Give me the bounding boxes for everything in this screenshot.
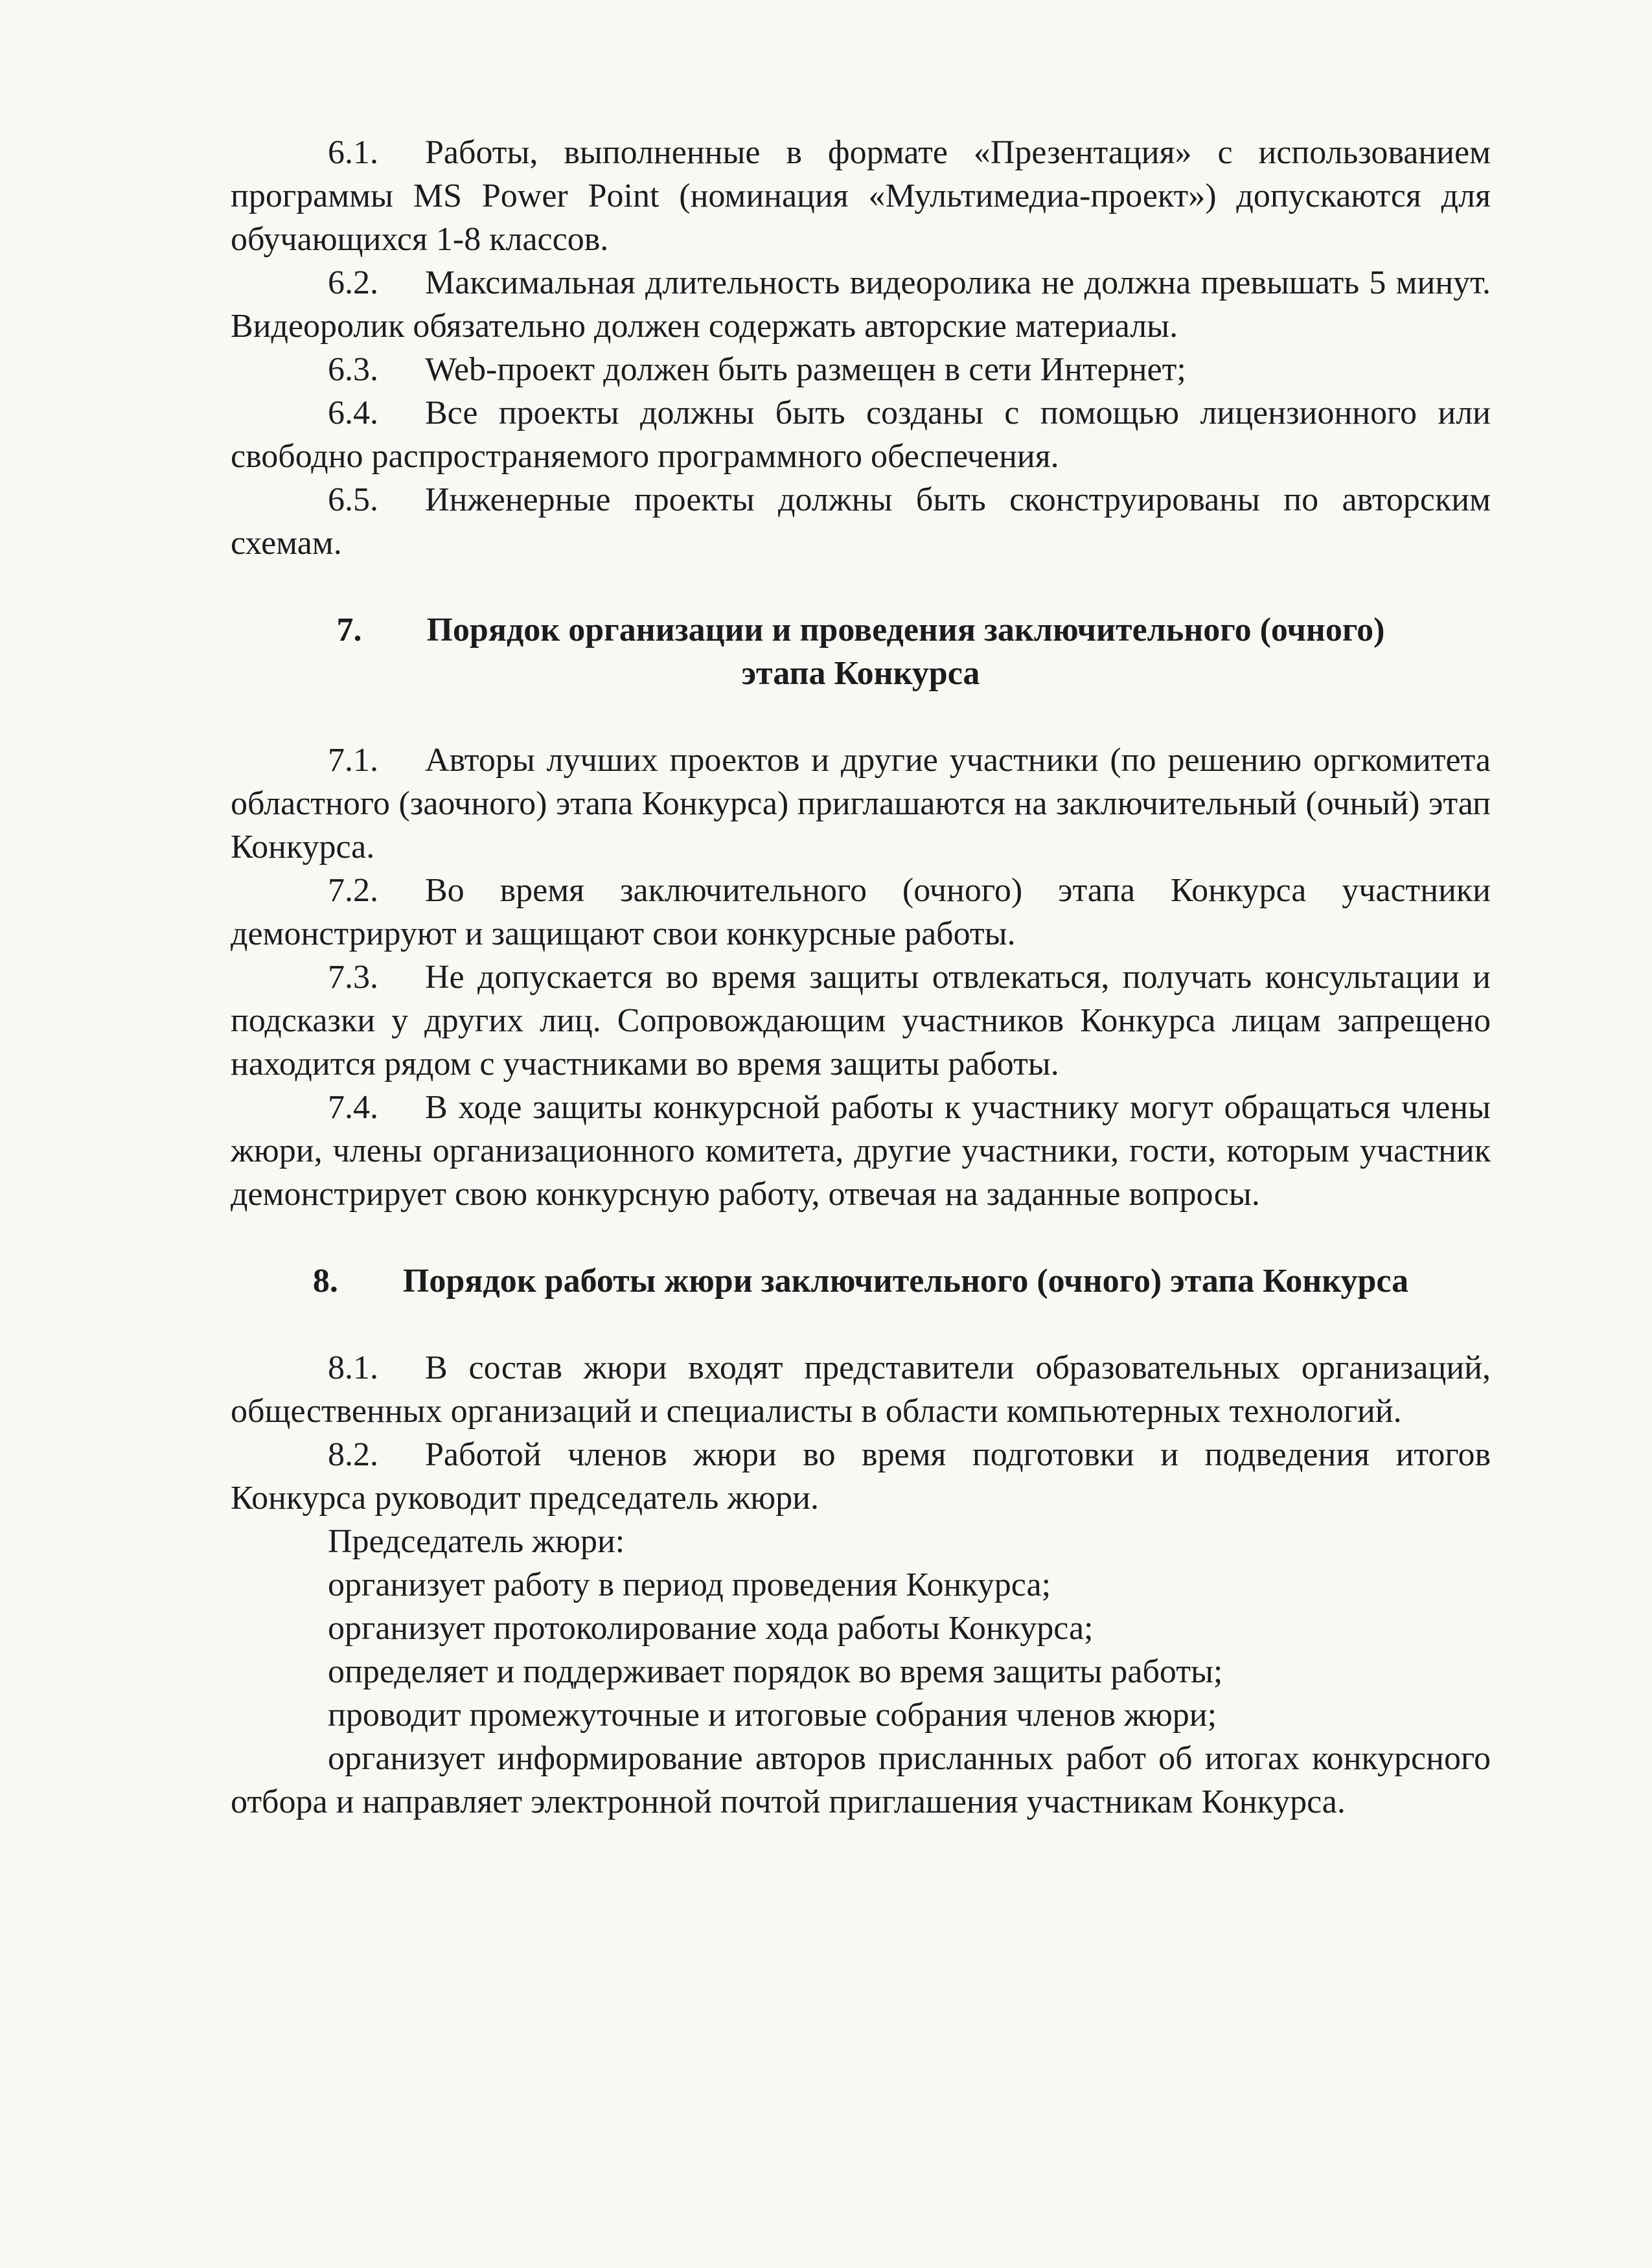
clause-6-2 xyxy=(231,261,1491,348)
section-7-heading xyxy=(231,608,1491,652)
clause-7-3 xyxy=(231,956,1491,1086)
section-number: 7. xyxy=(336,612,362,648)
clause-text: Авторы лучших проектов и другие участники (по решению оргкомитета областного (заочного) этапа Конкурса) приглашаются на заключительный (очный) этап Конкурса. xyxy=(231,742,1491,865)
section-title-line2: этапа Конкурса xyxy=(741,655,980,692)
chair-duty: проводит промежуточные и итоговые собрания членов жюри; xyxy=(328,1697,1217,1734)
clause-text: Web-проект должен быть размещен в сети Интернет; xyxy=(425,351,1186,388)
clause-7-2 xyxy=(231,869,1491,956)
clause-8-1 xyxy=(231,1346,1491,1433)
clause-text: Все проекты должны быть созданы с помощью лицензионного или свободно распространяемого программного обеспечения. xyxy=(231,395,1491,475)
clause-number: 8.2. xyxy=(328,1436,378,1473)
document-body xyxy=(231,131,1491,1824)
clause-6-1 xyxy=(231,131,1491,261)
chair-duty: определяет и поддерживает порядок во время защиты работы; xyxy=(328,1653,1223,1690)
clause-number: 7.3. xyxy=(328,959,378,996)
clause-text: Работой членов жюри во время подготовки и подведения итогов Конкурса руководит председатель жюри. xyxy=(231,1436,1491,1517)
clause-number: 6.4. xyxy=(328,395,378,431)
clause-text: Во время заключительного (очного) этапа Конкурса участники демонстрируют и защищают свои конкурсные работы. xyxy=(231,872,1491,952)
clause-number: 7.1. xyxy=(328,742,378,779)
clause-number: 7.4. xyxy=(328,1089,378,1126)
clause-number: 6.3. xyxy=(328,351,378,388)
clause-number: 6.1. xyxy=(328,134,378,171)
clause-8-2 xyxy=(231,1433,1491,1520)
clause-text: Не допускается во время защиты отвлекаться, получать консультации и подсказки у других лиц. Сопровождающим участников Конкурса лицам запрещено находится рядом с участниками во время защиты работы. xyxy=(231,959,1491,1082)
clause-7-1 xyxy=(231,739,1491,869)
clause-number: 7.2. xyxy=(328,872,378,909)
section-number: 8. xyxy=(312,1263,338,1300)
chair-duty: организует информирование авторов присланных работ об итогах конкурсного отбора и направляет электронной почтой приглашения участникам Конкурса. xyxy=(231,1740,1491,1820)
clause-number: 6.5. xyxy=(328,481,378,518)
clause-number: 8.1. xyxy=(328,1349,378,1386)
chair-duty: организует работу в период проведения Конкурса; xyxy=(328,1566,1051,1603)
section-8-heading xyxy=(231,1259,1491,1303)
chair-duty: организует протоколирование хода работы Конкурса; xyxy=(328,1610,1094,1647)
section-title-line1: Порядок организации и проведения заключительного (очного) xyxy=(426,612,1385,648)
clause-number: 6.2. xyxy=(328,264,378,301)
clause-6-4 xyxy=(231,391,1491,478)
clause-text: В ходе защиты конкурсной работы к участнику могут обращаться члены жюри, члены организационного комитета, другие участники, гости, которым участник демонстрирует свою конкурсную работу, отвечая на заданные вопросы. xyxy=(231,1089,1491,1213)
clause-6-5 xyxy=(231,478,1491,565)
clause-7-4 xyxy=(231,1086,1491,1216)
section-7-heading-line2 xyxy=(231,652,1491,695)
chair-label: Председатель жюри: xyxy=(328,1523,625,1560)
clause-text: Инженерные проекты должны быть сконструированы по авторским схемам. xyxy=(231,481,1491,562)
clause-6-3 xyxy=(231,348,1491,391)
clause-text: Работы, выполненные в формате «Презентация» с использованием программы MS Power Point (номинация «Мультимедиа-проект») допускаются для обучающихся 1-8 классов. xyxy=(231,134,1491,258)
section-title: Порядок работы жюри заключительного (очного) этапа Конкурса xyxy=(402,1263,1409,1300)
clause-text: В состав жюри входят представители образовательных организаций, общественных организаций и специалисты в области компьютерных технологий. xyxy=(231,1349,1491,1430)
clause-text: Максимальная длительность видеоролика не должна превышать 5 минут. Видеоролик обязательно должен содержать авторские материалы. xyxy=(231,264,1491,345)
